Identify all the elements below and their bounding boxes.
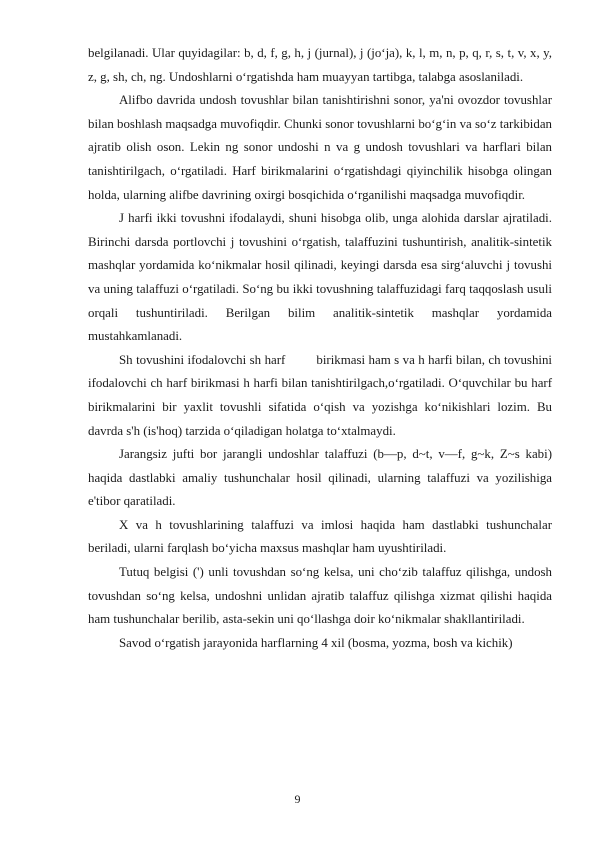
paragraph-8: Savod o‘rgatish jarayonida harflarning 4 xil (bosma, yozma, bosh va kichik) — [119, 635, 513, 650]
paragraph-7: Tutuq belgisi (') unli tovushdan so‘ng kelsa, uni cho‘zib talaffuz qilishga, undosh tovushdan so‘ng kelsa, undoshni unlidan ajratib talaffuz qilishga xizmat qilishi haqida ham tushunchalar berilib, asta-sekin uni qo‘llashga doir ko‘nikmalar shakllantiriladi. — [88, 565, 552, 627]
paragraph-1: belgilanadi. Ular quyidagilar: b, d, f, g, h, j (jurnal), j (jo‘ja), k, l, m, n, p, q, r, s, t, v, x, y, z, g, sh, ch, ng. Undoshlarni o‘rgatishda ham muayyan tartibga, talabga asoslaniladi. — [88, 46, 552, 84]
paragraph-3: J harfi ikki tovushni ifodalaydi, shuni hisobga olib, unga alohida darslar ajratiladi. Birinchi darsda portlovchi j tovushini o‘rgatish, talaffuzini tushuntirish, analitik-sintetik mashqlar yordamida ko‘nikmalar hosil qilinadi, keyingi darsda esa sirg‘aluvchi j tovushi va uning talaffuzi o‘rgatiladi. So‘ng bu ikki tovushning talaffuzidagi farq taqqoslash usuli orqali tushuntiriladi. Berilgan bilim analitik-sintetik mashqlar yordamida mustahkamlanadi. — [88, 211, 552, 344]
page-body — [88, 42, 556, 655]
paragraph-6: X va h tovushlarining talaffuzi va imlosi haqida ham dastlabki tushunchalar beriladi, ularni farqlash bo‘yicha maxsus mashqlar ham uyushtiriladi. — [88, 517, 552, 556]
paragraph-2: Alifbo davrida undosh tovushlar bilan tanishtirishni sonor, ya'ni ovozdor tovushlar bilan boshlash maqsadga muvofiqdir. Chunki sonor tovushlarni bo‘g‘in va so‘z tarkibidan ajratib olish oson. Lekin ng sonor undoshi n va g undosh tovushlari va harflari bilan tanishtirilgach, o‘rgatiladi. Harf birikmalarini o‘rgatishdagi qiyinchilik hisobga olingan holda, ularning alifbe davrining oxirgi bosqichida o‘rganilishi maqsadga muvofiqdir. — [88, 93, 552, 202]
paragraph-4: Sh tovushini ifodalovchi sh harf birikmasi ham s va h harfi bilan, ch tovushini ifodalovchi ch harf birikmasi h harfi bilan tanishtirilgach,o‘rgatiladi. O‘quvchilar bu harf birikmalarini bir yaxlit tovushli sifatida o‘qish va yozishga ko‘nikishlari lozim. Bu davrda s'h (is'hoq) tarzida o‘qiladigan holatga to‘xtalmaydi. — [88, 352, 556, 438]
page-number: 9 — [294, 792, 301, 806]
paragraph-5: Jarangsiz jufti bor jarangli undoshlar talaffuzi (b—p, d~t, v—f, g~k, Z~s kabi) haqida dastlabki amaliy tushunchalar hosil qilinadi, ularning talaffuzi va yozilishiga e'tibor qaratiladi. — [88, 447, 552, 509]
